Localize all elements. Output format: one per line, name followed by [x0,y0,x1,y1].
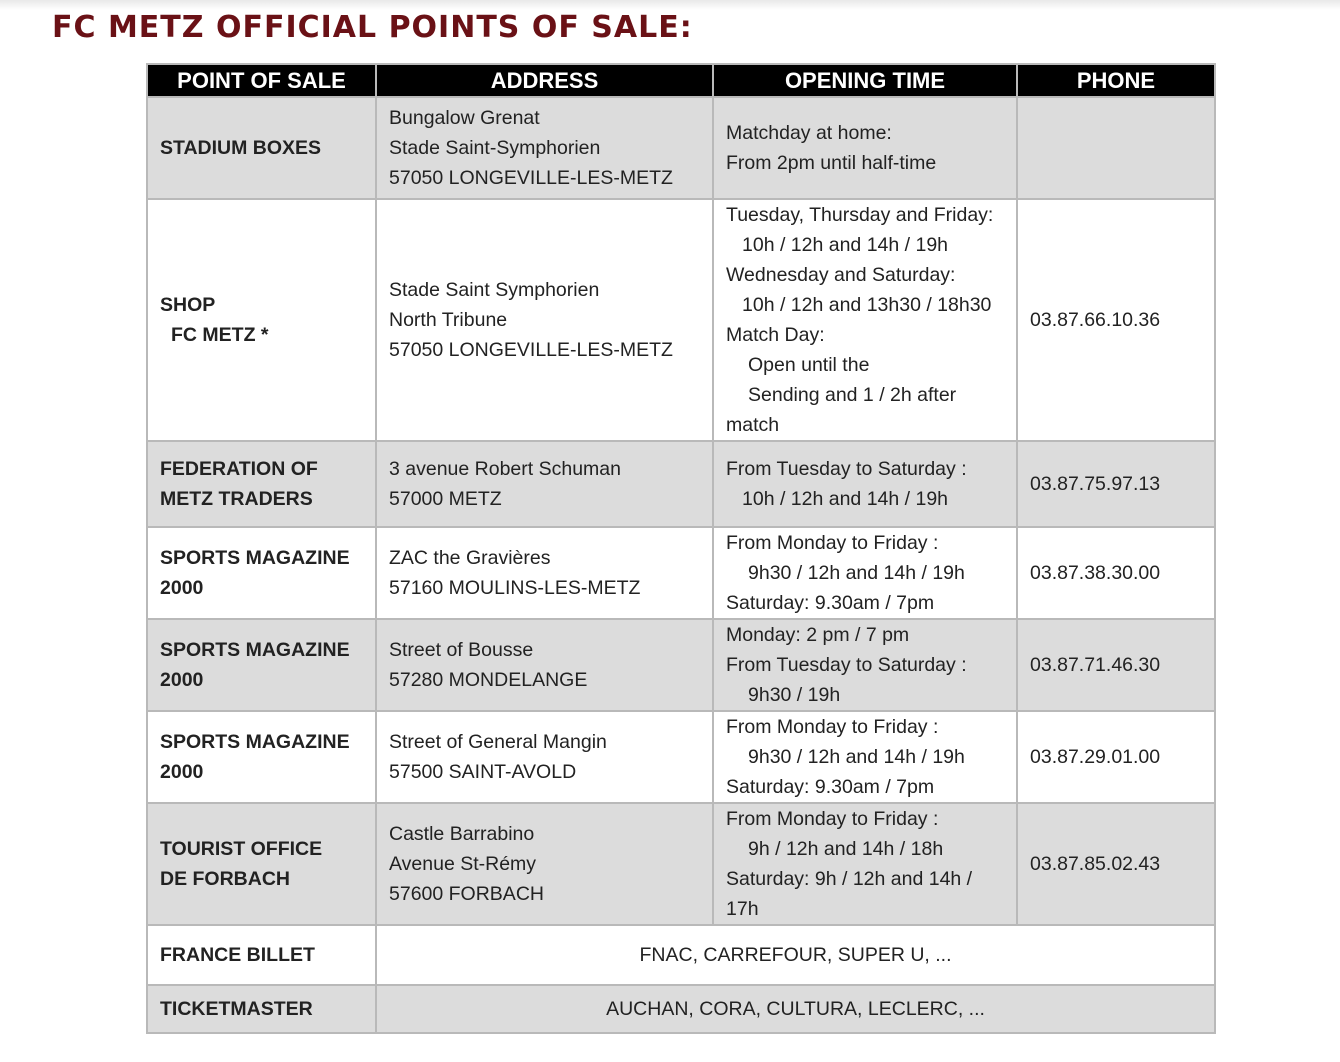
table-row [147,97,1215,199]
point-of-sale-name [147,441,376,527]
merged-retailers-cell: AUCHAN, CORA, CULTURA, LECLERC, ... [376,985,1215,1033]
hours-line: From 2pm until half-time [726,152,937,174]
table-row [147,985,1215,1033]
address-line: 57500 SAINT-AVOLD [389,761,577,783]
name-line: STADIUM BOXES [160,137,322,159]
name-line: TOURIST OFFICE [160,838,323,860]
address-cell [376,97,713,199]
address-line: 57160 MOULINS-LES-METZ [389,577,641,599]
name-line: FRANCE BILLET [160,944,315,966]
hours-line: Tuesday, Thursday and Friday: [726,204,994,226]
hours-line: Open until the [748,354,870,376]
table-row [147,925,1215,985]
address-line: North Tribune [389,309,508,331]
table-row [147,803,1215,925]
header-address: ADDRESS [376,64,713,97]
address-line: Avenue St-Rémy [389,853,537,875]
name-line: SPORTS MAGAZINE [160,731,350,753]
name-line: SPORTS MAGAZINE [160,547,350,569]
table-row [147,199,1215,441]
address-line: Stade Saint Symphorien [389,279,600,301]
top-shadow [0,0,1340,10]
name-line: TICKETMASTER [160,998,313,1020]
address-cell [376,527,713,619]
hours-line: match [726,414,780,436]
name-line: 2000 [160,577,204,599]
hours-line: 9h / 12h and 14h / 18h [748,838,944,860]
header-opening-time: OPENING TIME [713,64,1017,97]
hours-line: Sending and 1 / 2h after [748,384,957,406]
address-cell [376,441,713,527]
name-line: METZ TRADERS [160,488,313,510]
opening-time-cell [713,711,1017,803]
hours-line: Saturday: 9.30am / 7pm [726,776,935,798]
table-row [147,619,1215,711]
opening-time-cell [713,97,1017,199]
address-line: ZAC the Gravières [389,547,551,569]
table-header-row [147,64,1215,97]
name-line: SPORTS MAGAZINE [160,639,350,661]
point-of-sale-name [147,925,376,985]
opening-time-cell [713,441,1017,527]
address-line: 57280 MONDELANGE [389,669,588,691]
address-line: Stade Saint-Symphorien [389,137,601,159]
hours-line: 10h / 12h and 14h / 19h [742,488,949,510]
opening-time-cell [713,199,1017,441]
table-row [147,527,1215,619]
hours-line: Saturday: 9h / 12h and 14h / 17h [726,868,973,920]
hours-line: From Monday to Friday : [726,808,939,830]
address-cell [376,199,713,441]
phone-cell: 03.87.85.02.43 [1017,803,1215,925]
phone-cell: 03.87.38.30.00 [1017,527,1215,619]
merged-retailers-cell: FNAC, CARREFOUR, SUPER U, ... [376,925,1215,985]
phone-cell [1017,97,1215,199]
hours-line: 9h30 / 19h [748,684,841,706]
name-line: FEDERATION OF [160,458,318,480]
hours-line: From Monday to Friday : [726,716,939,738]
phone-cell: 03.87.66.10.36 [1017,199,1215,441]
point-of-sale-name [147,985,376,1033]
hours-line: Wednesday and Saturday: [726,264,956,286]
address-line: Castle Barrabino [389,823,535,845]
address-line: 3 avenue Robert Schuman [389,458,621,480]
point-of-sale-name [147,199,376,441]
hours-line: 10h / 12h and 13h30 / 18h30 [742,294,992,316]
points-of-sale-table [146,63,1216,1034]
point-of-sale-name [147,97,376,199]
hours-line: From Tuesday to Saturday : [726,654,967,676]
name-line: SHOP [160,294,216,316]
table-row [147,711,1215,803]
hours-line: Saturday: 9.30am / 7pm [726,592,935,614]
hours-line: Matchday at home: [726,122,892,144]
address-line: Street of General Mangin [389,731,607,753]
name-line: 2000 [160,761,204,783]
phone-cell: 03.87.71.46.30 [1017,619,1215,711]
phone-cell: 03.87.75.97.13 [1017,441,1215,527]
hours-line: Monday: 2 pm / 7 pm [726,624,910,646]
point-of-sale-name [147,803,376,925]
name-line: DE FORBACH [160,868,290,890]
hours-line: 9h30 / 12h and 14h / 19h [748,746,965,768]
header-point-of-sale: POINT OF SALE [147,64,376,97]
address-cell [376,711,713,803]
table-row [147,441,1215,527]
address-line: 57050 LONGEVILLE-LES-METZ [389,339,673,361]
address-line: 57600 FORBACH [389,883,544,905]
name-line: FC METZ * [171,324,269,346]
opening-time-cell [713,527,1017,619]
address-line: 57000 METZ [389,488,502,510]
hours-line: 10h / 12h and 14h / 19h [742,234,949,256]
point-of-sale-name [147,619,376,711]
phone-cell: 03.87.29.01.00 [1017,711,1215,803]
opening-time-cell [713,803,1017,925]
address-line: 57050 LONGEVILLE-LES-METZ [389,167,673,189]
address-cell [376,803,713,925]
address-cell [376,619,713,711]
point-of-sale-name [147,711,376,803]
opening-time-cell [713,619,1017,711]
hours-line: 9h30 / 12h and 14h / 19h [748,562,965,584]
address-line: Street of Bousse [389,639,534,661]
point-of-sale-name [147,527,376,619]
header-phone: PHONE [1017,64,1215,97]
hours-line: From Monday to Friday : [726,532,939,554]
name-line: 2000 [160,669,204,691]
hours-line: From Tuesday to Saturday : [726,458,967,480]
hours-line: Match Day: [726,324,825,346]
address-line: Bungalow Grenat [389,107,540,129]
page-title: FC METZ OFFICIAL POINTS OF SALE: [52,10,693,45]
